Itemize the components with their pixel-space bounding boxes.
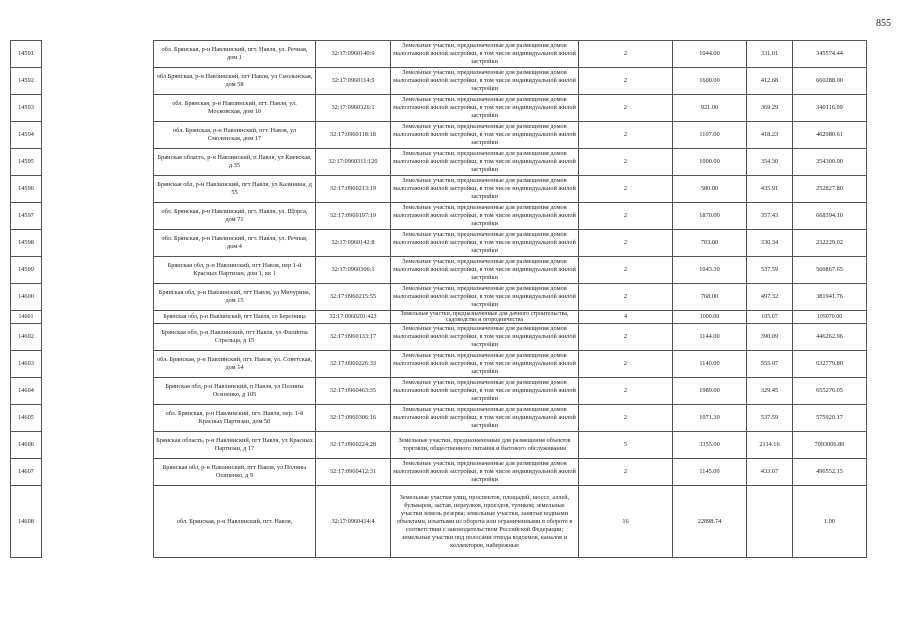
area-cell: 1145.00 — [673, 459, 747, 486]
use-group-cell: 2 — [579, 324, 673, 351]
cadastral-value-cell: 7093006.80 — [793, 432, 867, 459]
area-cell: 1071.30 — [673, 405, 747, 432]
table-row — [11, 284, 867, 311]
row-number-cell: 14597 — [11, 203, 42, 230]
spacer-cell — [42, 405, 154, 432]
use-group-cell: 2 — [579, 149, 673, 176]
cadastral-number-cell: 32:17:0960114:5 — [316, 68, 391, 95]
area-cell: 1144.00 — [673, 324, 747, 351]
cadastral-value-cell: 496552.15 — [793, 459, 867, 486]
spacer-cell — [42, 176, 154, 203]
cadastral-number-cell: 32:17:0960224:28 — [316, 432, 391, 459]
specific-value-cell: 497.32 — [747, 284, 793, 311]
cadastral-number-cell: 32:17:0960140:9 — [316, 41, 391, 68]
use-group-cell: 2 — [579, 68, 673, 95]
specific-value-cell: 105.07 — [747, 311, 793, 324]
use-group-cell: 2 — [579, 351, 673, 378]
area-cell: 1043.30 — [673, 257, 747, 284]
cadastral-value-cell: 345574.44 — [793, 41, 867, 68]
cadastral-value-cell: 462980.61 — [793, 122, 867, 149]
use-group-cell: 2 — [579, 203, 673, 230]
specific-value-cell: 354.30 — [747, 149, 793, 176]
cadastral-number-cell: 32:17:0960311:120 — [316, 149, 391, 176]
use-group-cell: 2 — [579, 41, 673, 68]
row-number-cell: 14603 — [11, 351, 42, 378]
land-use-cell: Земельные участки, предназначенные для размещения домов малоэтажной жилой застройки, в том числе индивидуальной жилой застройки — [391, 149, 579, 176]
land-use-cell: Земельные участки, предназначенные для размещения объектов торговли, общественного питания и бытового обслуживания — [391, 432, 579, 459]
area-cell: 1140.00 — [673, 351, 747, 378]
address-cell: обл Брянская, р-н Навлинский, пгт Навля, ул Смольнская, дом 58 — [154, 68, 316, 95]
area-cell: 1000.00 — [673, 311, 747, 324]
land-use-cell: Земельные участки улиц, проспектов, площадей, шоссе, аллей, бульваров, застав, переулков, проездов, тупиков; земельные участки земель резерва; земельные участки, занятые водными объектами, изъятыми из оборота или ограниченными в обороте в соответствии с законодательством Российской Федерации; земельные участки под полосами отвода водоемов, каналов и коллекторов, набережные — [391, 486, 579, 558]
spacer-cell — [42, 378, 154, 405]
cadastral-value-cell: 632779.80 — [793, 351, 867, 378]
land-use-cell: Земельные участки, предназначенные для размещения домов малоэтажной жилой застройки, в том числе индивидуальной жилой застройки — [391, 378, 579, 405]
spacer-cell — [42, 203, 154, 230]
specific-value-cell: 537.59 — [747, 405, 793, 432]
row-number-cell: 14594 — [11, 122, 42, 149]
area-cell: 22898.74 — [673, 486, 747, 558]
address-cell: обл. Брянская, р-н Навлинский, пгт. Навля, ул. Московская, дом 10 — [154, 95, 316, 122]
use-group-cell: 2 — [579, 459, 673, 486]
row-number-cell: 14605 — [11, 405, 42, 432]
use-group-cell: 2 — [579, 257, 673, 284]
specific-value-cell: 418.23 — [747, 122, 793, 149]
address-cell: обл. Брянская, р-н Навлинский, пгт. Навля, — [154, 486, 316, 558]
cadastral-number-cell: 32:17:0960226:33 — [316, 351, 391, 378]
area-cell: 1600.00 — [673, 68, 747, 95]
table-body — [11, 41, 867, 558]
address-cell: Брянская обл, р-н Навлинский, п Навля, ул Полины Осипенко, д 105 — [154, 378, 316, 405]
row-number-cell: 14601 — [11, 311, 42, 324]
spacer-cell — [42, 432, 154, 459]
address-cell: Брянская область, р-н Навлинский, п Навля, ул Киевская, д 35 — [154, 149, 316, 176]
spacer-cell — [42, 95, 154, 122]
cadastral-number-cell: 32:17:0960306:1 — [316, 257, 391, 284]
area-cell: 1107.00 — [673, 122, 747, 149]
land-use-cell: Земельные участки, предназначенные для размещения домов малоэтажной жилой застройки, в том числе индивидуальной жилой застройки — [391, 459, 579, 486]
spacer-cell — [42, 257, 154, 284]
use-group-cell: 2 — [579, 95, 673, 122]
cadastral-value-cell: 354300.00 — [793, 149, 867, 176]
spacer-cell — [42, 284, 154, 311]
cadastral-number-cell: 32:17:0960326:1 — [316, 95, 391, 122]
table-row — [11, 459, 867, 486]
row-number-cell: 14600 — [11, 284, 42, 311]
cadastral-value-cell: 560867.65 — [793, 257, 867, 284]
address-cell: Брянская обл, р-н Навлинский, пгт Навля, ул Мичурина, дом 15 — [154, 284, 316, 311]
table-row — [11, 149, 867, 176]
area-cell: 1989.00 — [673, 378, 747, 405]
cadastral-number-cell: 32:17:0960197:19 — [316, 203, 391, 230]
use-group-cell: 2 — [579, 176, 673, 203]
address-cell: Брянская обл, р-н Навлинский, пгт Навля, ул Калинина, д 55 — [154, 176, 316, 203]
row-number-cell: 14596 — [11, 176, 42, 203]
land-use-cell: Земельные участки, предназначенные для размещения домов малоэтажной жилой застройки, в том числе индивидуальной жилой застройки — [391, 351, 579, 378]
cadastral-number-cell: 32:17:0960306:16 — [316, 405, 391, 432]
cadastral-value-cell: 668394.10 — [793, 203, 867, 230]
table-row — [11, 41, 867, 68]
address-cell: Брянская область, р-н Навлинский, пгт Навля, ул Красных Партизан, д 17 — [154, 432, 316, 459]
table-row — [11, 257, 867, 284]
use-group-cell: 2 — [579, 378, 673, 405]
table-row — [11, 378, 867, 405]
spacer-cell — [42, 41, 154, 68]
address-cell: обл. Брянская, р-н Навлинский, пгт. Навля, ул Смоленская, дом 17 — [154, 122, 316, 149]
spacer-cell — [42, 324, 154, 351]
area-cell: 1000.00 — [673, 149, 747, 176]
land-use-cell: Земельные участки, предназначенные для размещения домов малоэтажной жилой застройки, в том числе индивидуальной жилой застройки — [391, 176, 579, 203]
area-cell: 921.00 — [673, 95, 747, 122]
land-use-cell: Земельные участки, предназначенные для размещения домов малоэтажной жилой застройки, в том числе индивидуальной жилой застройки — [391, 95, 579, 122]
specific-value-cell: 433.67 — [747, 459, 793, 486]
spacer-cell — [42, 486, 154, 558]
address-cell: Брянская обл, р-н Навлинский, пгт Навля, ул Полины Осипенко, д 9 — [154, 459, 316, 486]
cadastral-value-cell: 105070.00 — [793, 311, 867, 324]
cadastral-number-cell: 32:17:0960412:31 — [316, 459, 391, 486]
land-use-cell: Земельные участки, предназначенные для размещения домов малоэтажной жилой застройки, в том числе индивидуальной жилой застройки — [391, 284, 579, 311]
row-number-cell: 14607 — [11, 459, 42, 486]
spacer-cell — [42, 122, 154, 149]
use-group-cell: 2 — [579, 230, 673, 257]
land-use-cell: Земельные участки, предназначенные для размещения домов малоэтажной жилой застройки, в том числе индивидуальной жилой застройки — [391, 257, 579, 284]
table-row — [11, 68, 867, 95]
cadastral-value-table — [10, 40, 867, 558]
address-cell: Брянская обл, р-н Навлинский, пгт Навля, ул Филиппа Стрельца, д 15 — [154, 324, 316, 351]
row-number-cell: 14598 — [11, 230, 42, 257]
page-number: 855 — [876, 18, 891, 29]
land-use-cell: Земельные участки, предназначенные для размещения домов малоэтажной жилой застройки, в том числе индивидуальной жилой застройки — [391, 405, 579, 432]
row-number-cell: 14592 — [11, 68, 42, 95]
cadastral-number-cell: 32:17:0960414:4 — [316, 486, 391, 558]
cadastral-number-cell: 32:17:0960142:8 — [316, 230, 391, 257]
row-number-cell: 14593 — [11, 95, 42, 122]
cadastral-value-cell: 655276.05 — [793, 378, 867, 405]
cadastral-number-cell: 32:17:0960118:18 — [316, 122, 391, 149]
address-cell: обл. Брянская, р-н Навлинский, пгт. Навля, ул. Речная, дом 4 — [154, 230, 316, 257]
cadastral-value-cell: 446262.96 — [793, 324, 867, 351]
table-row — [11, 176, 867, 203]
cadastral-value-cell: 575920.17 — [793, 405, 867, 432]
spacer-cell — [42, 230, 154, 257]
spacer-cell — [42, 68, 154, 95]
specific-value-cell: 412.68 — [747, 68, 793, 95]
specific-value-cell: 537.59 — [747, 257, 793, 284]
row-number-cell: 14595 — [11, 149, 42, 176]
spacer-cell — [42, 351, 154, 378]
specific-value-cell: 390.09 — [747, 324, 793, 351]
specific-value-cell: 369.29 — [747, 95, 793, 122]
cadastral-value-cell: 340116.09 — [793, 95, 867, 122]
use-group-cell: 4 — [579, 311, 673, 324]
address-cell: обл. Брянская, р-н Навлинский, пгт. Навля, пер. 1-й Красных Партизан, дом 50 — [154, 405, 316, 432]
specific-value-cell: 331.01 — [747, 41, 793, 68]
cadastral-value-cell: 660288.00 — [793, 68, 867, 95]
cadastral-number-cell: 32:17:0960201:423 — [316, 311, 391, 324]
address-cell: обл. Брянская, р-н Навлинский, пгт. Навля, ул. Щорса, дом 71 — [154, 203, 316, 230]
specific-value-cell: 435.91 — [747, 176, 793, 203]
table-row — [11, 324, 867, 351]
land-use-cell: Земельные участки, предназначенные для размещения домов малоэтажной жилой застройки, в том числе индивидуальной жилой застройки — [391, 203, 579, 230]
cadastral-value-cell: 232229.02 — [793, 230, 867, 257]
cadastral-value-cell: 1.00 — [793, 486, 867, 558]
use-group-cell: 16 — [579, 486, 673, 558]
row-number-cell: 14604 — [11, 378, 42, 405]
specific-value-cell: 357.43 — [747, 203, 793, 230]
address-cell: обл. Брянская, р-н Навлинский, пгт. Навля, ул. Речная, дом 1 — [154, 41, 316, 68]
cadastral-number-cell: 32:17:0960213:19 — [316, 176, 391, 203]
table-row — [11, 95, 867, 122]
row-number-cell: 14591 — [11, 41, 42, 68]
spacer-cell — [42, 311, 154, 324]
use-group-cell: 5 — [579, 432, 673, 459]
cadastral-number-cell: 32:17:0960215:55 — [316, 284, 391, 311]
address-cell: обл. Брянская, р-н Навлинский, пгт. Навля, ул. Советская, дом 14 — [154, 351, 316, 378]
area-cell: 1870.00 — [673, 203, 747, 230]
spacer-cell — [42, 459, 154, 486]
address-cell: Брянская обл, р-н Навлинский, пгт Навля, пер 1-й Красных Партизан, дом 1, кв 1 — [154, 257, 316, 284]
use-group-cell: 2 — [579, 405, 673, 432]
row-number-cell: 14606 — [11, 432, 42, 459]
row-number-cell: 14608 — [11, 486, 42, 558]
land-use-cell: Земельные участки, предназначенные для размещения домов малоэтажной жилой застройки, в том числе индивидуальной жилой застройки — [391, 122, 579, 149]
table-row — [11, 432, 867, 459]
table-row — [11, 122, 867, 149]
use-group-cell: 2 — [579, 284, 673, 311]
land-use-cell: Земельные участки, предназначенные для размещения домов малоэтажной жилой застройки, в том числе индивидуальной жилой застройки — [391, 41, 579, 68]
area-cell: 768.00 — [673, 284, 747, 311]
address-cell: Брянская обл, р-н Навлинский, пгт Навля, со Березница — [154, 311, 316, 324]
specific-value-cell: 330.34 — [747, 230, 793, 257]
specific-value-cell: 2114.16 — [747, 432, 793, 459]
cadastral-number-cell: 32:17:0960133:17 — [316, 324, 391, 351]
row-number-cell: 14602 — [11, 324, 42, 351]
land-use-cell: Земельные участки, предназначенные для размещения домов малоэтажной жилой застройки, в том числе индивидуальной жилой застройки — [391, 230, 579, 257]
land-use-cell: Земельные участки, предназначенные для размещения домов малоэтажной жилой застройки, в том числе индивидуальной жилой застройки — [391, 324, 579, 351]
table-row — [11, 486, 867, 558]
row-number-cell: 14599 — [11, 257, 42, 284]
table-row — [11, 351, 867, 378]
area-cell: 703.00 — [673, 230, 747, 257]
cadastral-value-cell: 252827.80 — [793, 176, 867, 203]
cadastral-value-cell: 381941.76 — [793, 284, 867, 311]
land-use-cell: Земельные участки, предназначенные для размещения домов малоэтажной жилой застройки, в том числе индивидуальной жилой застройки — [391, 68, 579, 95]
land-use-cell: Земельные участки, предназначенные для дачного строительства, садоводства и огородничества — [391, 311, 579, 324]
use-group-cell: 2 — [579, 122, 673, 149]
table-row — [11, 405, 867, 432]
table-row — [11, 203, 867, 230]
area-cell: 1044.00 — [673, 41, 747, 68]
table-row — [11, 230, 867, 257]
specific-value-cell: 555.07 — [747, 351, 793, 378]
specific-value-cell — [747, 486, 793, 558]
area-cell: 3355.00 — [673, 432, 747, 459]
table-row — [11, 311, 867, 324]
cadastral-number-cell: 32:17:0960463:35 — [316, 378, 391, 405]
spacer-cell — [42, 149, 154, 176]
area-cell: 580.00 — [673, 176, 747, 203]
specific-value-cell: 329.45 — [747, 378, 793, 405]
